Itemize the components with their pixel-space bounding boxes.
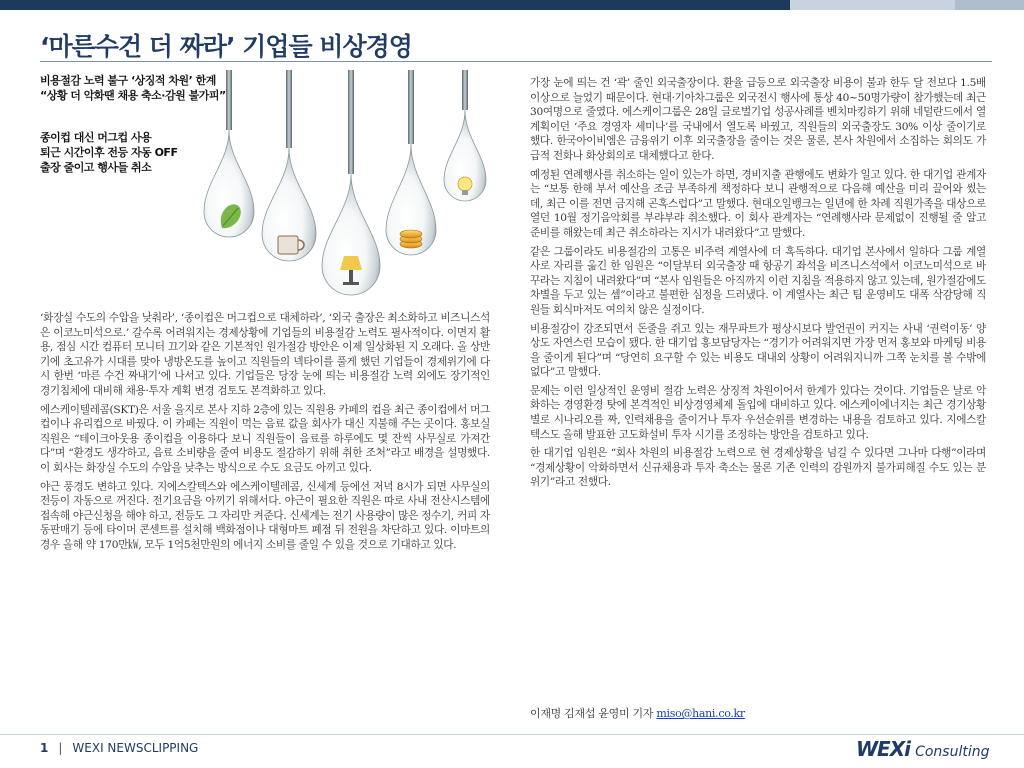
footer <box>40 741 198 755</box>
lead-line: “상황 더 악화땐 채용 축소·감원 불가피” <box>40 89 226 102</box>
water-drop-mug-icon <box>262 70 316 261</box>
wexi-logo <box>856 737 990 761</box>
byline-reporters: 이재명 김재섭 윤영미 기자 <box>530 707 654 720</box>
water-drop-coins-icon <box>386 70 436 255</box>
article-paragraph: 예정된 연례행사를 취소하는 일이 있는가 하면, 경비지출 관행에도 변화가 일고 있다. 한 대기업 관계자는 “보통 한해 부서 예산을 조금 부족하게 책정하다 보니 관행적으로 다음해 예산을 미리 끌어와 썼는데, 최근 이를 전면 금지해 곤혹스럽다”고 말했다. 현대오일뱅크는 일년에 한 차례 직원가족을 대상으로 열던 10월 정기음악회를 부랴부랴 취소했다. 이 회사 관계자는 “연례행사라 문제없이 진행될 줄 알고 준비를 해왔는데 최근 취소하라는 지시가 내려왔다”고 말했다. <box>530 168 986 239</box>
article-paragraph: 가장 눈에 띄는 건 ‘곽’ 줄인 외국출장이다. 환율 급등으로 외국출장 비용이 불과 한두 달 전보다 1.5배 이상으로 늘었기 때문이다. 현대·기아차그룹은 외국전시 행사에 통상 40~50명가량이 참가했는데 최근 30여명으로 줄였다. 에스케이그룹은 28일 글로벌기업 성공사례를 벤치마킹하기 위해 네덜란드에서 열 계획이던 ‘주요 경영자 세미나’를 국내에서 열도록 바꿨고, 직원들의 외국출장도 30% 이상 줄이기로 했다. 한국아이비엠은 금융위기 이후 외국출장을 줄이는 것은 물론, 본사 차원에서 소집하는 회의도 가급적 전화나 화상회의로 대체했다고 한다. <box>530 77 986 162</box>
logo-wordmark: WEXi <box>856 737 910 761</box>
lead-line: 퇴근 시간이후 전등 자동 OFF <box>40 146 178 159</box>
lead-line: 종이컵 대신 머그컵 사용 <box>40 131 152 144</box>
footer-label: WEXI NEWSCLIPPING <box>72 741 199 755</box>
article-paragraph: 비용절감이 강조되면서 돈줄을 쥐고 있는 재무파트가 평상시보다 발언권이 커지는 사내 ‘권력이동’ 양상도 자연스런 모습이 됐다. 한 대기업 홍보담당자는 “경기가 어려워지면 가장 먼저 홍보와 마케팅 비용을 줄이게 된다”며 “당연히 요구할 수 있는 비용도 대내외 상황이 어려워지니까 그쪽 눈치를 볼 수밖에 없다”고 말했다. <box>530 322 986 379</box>
article-paragraph: 같은 그룹이라도 비용절감의 고통은 비주력 계열사에 더 혹독하다. 대기업 본사에서 일하다 그룹 계열사로 자리를 옮긴 한 임원은 “이달부터 외국출장 때 항공기 좌석을 비즈니스석에서 이코노미석으로 바꾸라는 지침이 내려왔다”며 “본사 임원들은 아직까지 이런 지침을 적용하지 않고 있는데, 원가절감에도 차별을 두고 있는 셈”이라고 불편한 심정을 드러냈다. 이 계열사는 최근 팀 운영비도 대폭 삭감당해 직원들 회식마저도 여의치 않은 실정이다. <box>530 245 986 316</box>
article-paragraph: 야근 풍경도 변하고 있다. 지에스칼텍스와 에스케이텔레콤, 신세계 등에선 저녁 8시가 되면 사무실의 전등이 자동으로 꺼진다. 전기요금을 아끼기 위해서다. 야근이 필요한 직원은 따로 사내 전산시스템에 접속해 야근신청을 해야 하고, 전등도 그 자리만 켜준다. 신세계는 전기 사용량이 많은 정수기, 커피 자동판매기 등에 타이머 콘센트를 설치해 백화점이나 대형마트 폐점 뒤 전원을 차단하고 있다. 이마트의 경우 올해 약 170만㎾, 모두 1억5천만원의 에너지 소비를 줄일 수 있을 것으로 기대하고 있다. <box>40 480 490 551</box>
title-divider <box>40 61 992 62</box>
article-paragraph: ‘화장실 수도의 수압을 낮춰라’, ‘종이컵은 머그컵으로 대체하라’, ‘외국 출장은 최소화하고 비즈니스석은 이코노미석으로.’ 갈수록 어려워지는 경제상황에 기업들의 비용절감 노력도 필사적이다. 이면지 활용, 점심 시간 컴퓨터 모니터 끄기와 같은 기본적인 원가절감 방안은 이제 일상화된 지 오래다. 올 상반기에 초고유가 시대를 맞아 냉방온도를 높이고 직원들의 넥타이를 풀게 했던 기업들이 경제위기에 다시 한번 ‘마른 수건 짜내기’에 나서고 있다. 기업들은 당장 눈에 띄는 비용절감 노력 외에도 장기적인 경기침체에 대비해 채용·투자 계획 변경 검토도 본격화하고 있다. <box>40 312 490 397</box>
logo-subtitle: Consulting <box>915 744 990 760</box>
water-drop-lamp-icon <box>322 70 380 295</box>
byline <box>530 705 745 721</box>
water-drops-illustration <box>200 70 500 308</box>
top-bar-accent-right <box>955 0 1024 10</box>
article-column-left <box>40 311 490 557</box>
water-drop-bulb-icon <box>444 70 486 201</box>
article-paragraph: 문제는 이런 일상적인 운영비 절감 노력은 상징적 차원이어서 한계가 있다는 것이다. 기업들은 날로 악화하는 경영환경 탓에 본격적인 비상경영체제 돌입에 대비하고 있다. 에스케이에너지는 최근 경기상황별로 시나리오를 짜, 인력채용을 줄이거나 투자 우선순위를 변경하는 내용을 검토하고 있다. 지에스칼텍스도 올해 발표한 고도화설비 투자 시기를 조정하는 방안을 검토하고 있다. <box>530 384 986 441</box>
article-paragraph: 에스케이텔레콤(SKT)은 서울 을지로 본사 지하 2층에 있는 직원용 카페의 컵을 최근 종이컵에서 머그컵이나 유리컵으로 바꿨다. 이 카페는 직원이 먹는 음료 값을 회사가 대신 지불해 주는 곳이다. 홍보실 직원은 “테이크아웃용 종이컵을 이용하다 보니 직원들이 음료를 하루에도 몇 잔씩 사무실로 가져간다”며 “환경도 생각하고, 음료 소비량을 줄여 비용도 절감하기 위해 취한 조처”라고 배경을 설명했다. 이 회사는 화장실 수도의 수압을 낮추는 방식으로 수도 요금도 아끼고 있다. <box>40 403 490 474</box>
water-drop-leaf-icon <box>204 70 254 237</box>
article-paragraph: 한 대기업 임원은 “회사 차원의 비용절감 노력으로 현 경제상황을 넘길 수 있다면 그나마 다행”이라며 “경제상황이 악화하면서 신규채용과 투자 축소는 물론 기존 인력의 감원까지 불가피해질 수도 있는 분위기”라고 전했다. <box>530 447 986 489</box>
lead-line: 비용절감 노력 불구 ‘상징적 차원’ 한계 <box>40 74 216 87</box>
page-title: ‘마른수건 더 짜라’ 기업들 비상경영 <box>40 32 412 61</box>
footer-divider <box>0 734 1024 735</box>
article-column-right <box>530 76 986 494</box>
byline-email-link[interactable]: miso@hani.co.kr <box>656 707 745 720</box>
lead-line: 출장 줄이고 행사들 취소 <box>40 161 152 174</box>
page-number: 1 <box>40 741 49 755</box>
footer-separator: | <box>58 741 63 755</box>
